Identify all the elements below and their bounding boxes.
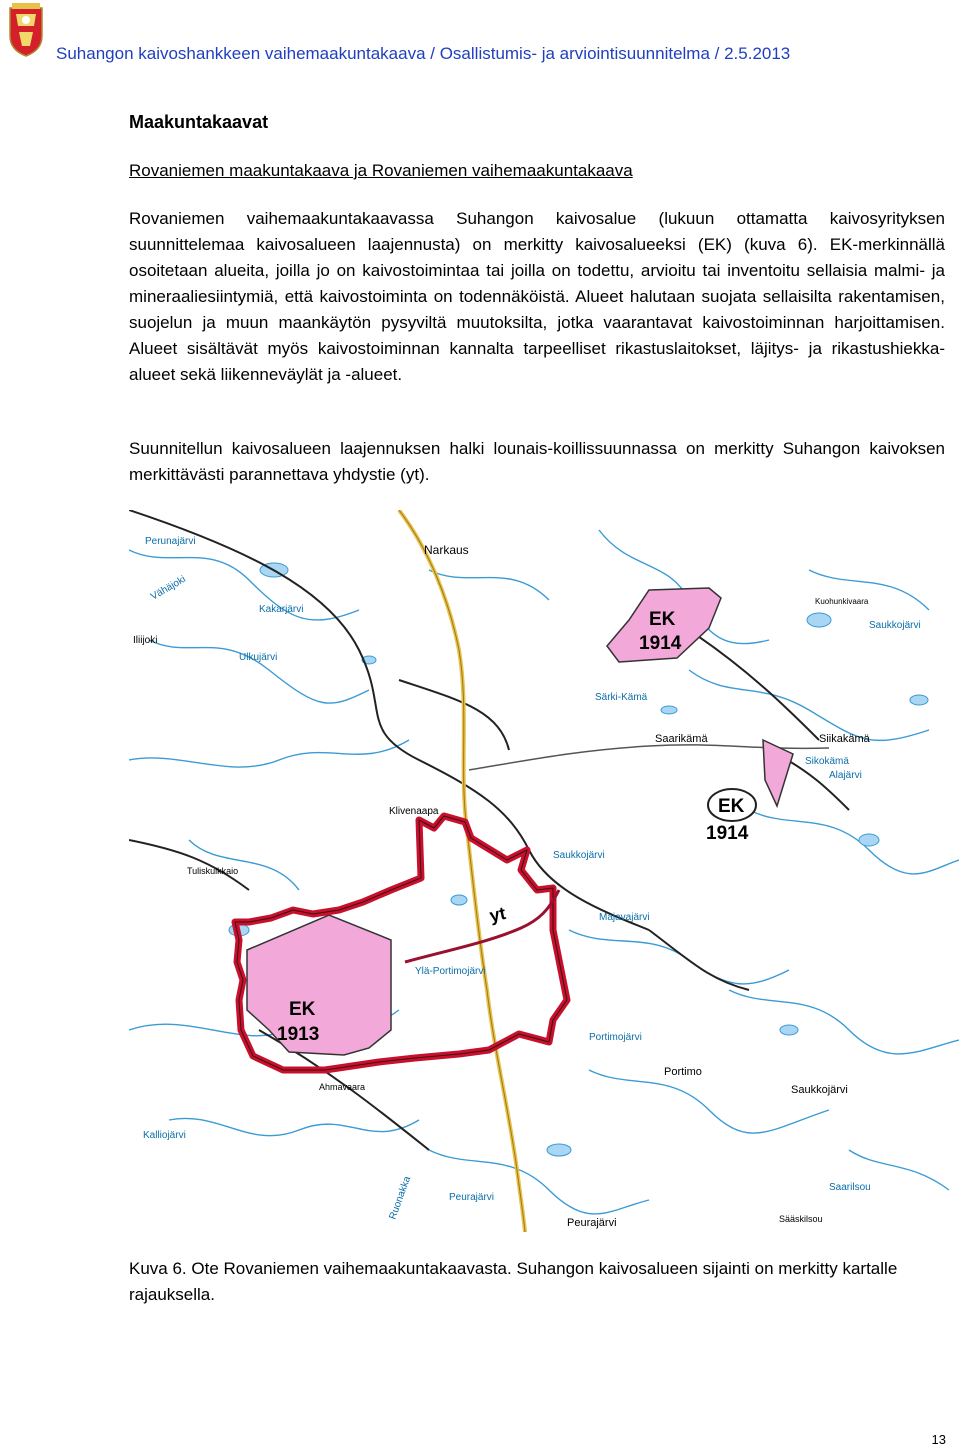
- place-sikokama: Sikokämä: [805, 756, 849, 767]
- page-number: 13: [931, 1432, 946, 1447]
- place-saukkojarvi: Saukkojärvi: [791, 1084, 848, 1096]
- ek-north-number: 1914: [639, 633, 682, 654]
- place-saarilsou: Saarilsou: [829, 1182, 871, 1193]
- ek-main-code: EK: [289, 999, 316, 1020]
- place-portimojarvi: Portimojärvi: [589, 1032, 642, 1043]
- place-kuohunkivaara: Kuohunkivaara: [815, 597, 869, 606]
- road-label-yt: yt: [487, 903, 508, 926]
- ek-north-code: EK: [649, 609, 676, 630]
- place-peurajarvi-2: Peurajärvi: [449, 1192, 495, 1203]
- place-kalliojarvi: Kalliojärvi: [143, 1130, 186, 1141]
- place-saukkojarvi-mid: Saukkojärvi: [553, 850, 605, 861]
- place-klivenaapa: Klivenaapa: [389, 806, 439, 817]
- place-peurajarvi: Peurajärvi: [567, 1217, 617, 1229]
- ek-east-code: EK: [718, 796, 745, 817]
- place-ruonakka: Ruonakka: [387, 1174, 414, 1222]
- place-ahmavaara: Ahmavaara: [319, 1082, 366, 1092]
- place-majavajarvi: Majavajärvi: [599, 912, 650, 923]
- place-sarki-kama: Särki-Kämä: [595, 692, 648, 703]
- figure-caption: Kuva 6. Ote Rovaniemen vaihemaakuntakaavasta. Suhangon kaivosalueen sijainti on merkitty kartalle rajauksella.: [129, 1259, 898, 1304]
- place-tuliskulkkaio: Tuliskulkkaio: [187, 866, 239, 876]
- place-saarikama: Saarikämä: [655, 733, 708, 745]
- place-ulkujarvi: Ulkujärvi: [239, 652, 278, 663]
- place-narkaus: Narkaus: [424, 543, 469, 557]
- place-yla-portimojarvi: Ylä-Portimojärvi: [415, 966, 486, 977]
- paragraph-road-description: Suunnitellun kaivosalueen laajennuksen halki lounais-koillissuunnassa on merkitty Suhangon kaivoksen merkittävästi parannettava yhdystie (yt).: [129, 439, 945, 484]
- place-perunajarvi: Perunajärvi: [145, 536, 196, 547]
- place-kakarjarvi: Kakarjärvi: [259, 604, 304, 615]
- ek-main-number: 1913: [277, 1024, 320, 1045]
- place-portimo: Portimo: [664, 1066, 702, 1078]
- place-alajarvi: Alajärvi: [829, 770, 862, 781]
- document-header: Suhangon kaivoshankkeen vaihemaakuntakaava / Osallistumis- ja arviointisuunnitelma / 2.5.2013: [56, 44, 791, 63]
- section-title: Maakuntakaavat: [129, 112, 269, 132]
- ek-east-number: 1914: [706, 823, 749, 844]
- section-subtitle: Rovaniemen maakuntakaava ja Rovaniemen vaihemaakuntakaava: [129, 161, 633, 180]
- paragraph-ek-description: Rovaniemen vaihemaakuntakaavassa Suhangon kaivosalue (lukuun ottamatta kaivosyrityksen suunnittelemaa kaivosalueen laajennusta) on merkitty kaivosalueeksi (EK) (kuva 6). EK-merkinnällä osoitetaan alueita, joilla jo on kaivostoimintaa tai joilla on todettu, arvioitu tai inventoitu sellaisia malmi- ja mineraaliesiintymiä, että kaivostoiminta on todennäköistä. Alueet halutaan suojata sellaisilta rakentamisen, suojelun ja muun maankäytön pysyviltä muutoksilta, jotka vaarantavat kaivostoiminnan harjoittamisen. Alueet sisältävät myös kaivostoiminnan kannalta tarpeelliset rikastuslaitokset, läjitys- ja rikastushiekka-alueet sekä liikenneväylät ja -alueet.: [129, 209, 945, 384]
- coat-of-arms-icon: [6, 2, 46, 58]
- place-iliijoki: Iliijoki: [133, 635, 158, 646]
- place-siikakama: Siikakämä: [819, 733, 870, 745]
- place-saukkojarvi-north: Saukkojärvi: [869, 620, 921, 631]
- map-figure: [129, 510, 959, 1232]
- place-saaskilsou: Sääskilsou: [779, 1214, 823, 1224]
- place-vahajoki: Vähäjoki: [149, 573, 188, 603]
